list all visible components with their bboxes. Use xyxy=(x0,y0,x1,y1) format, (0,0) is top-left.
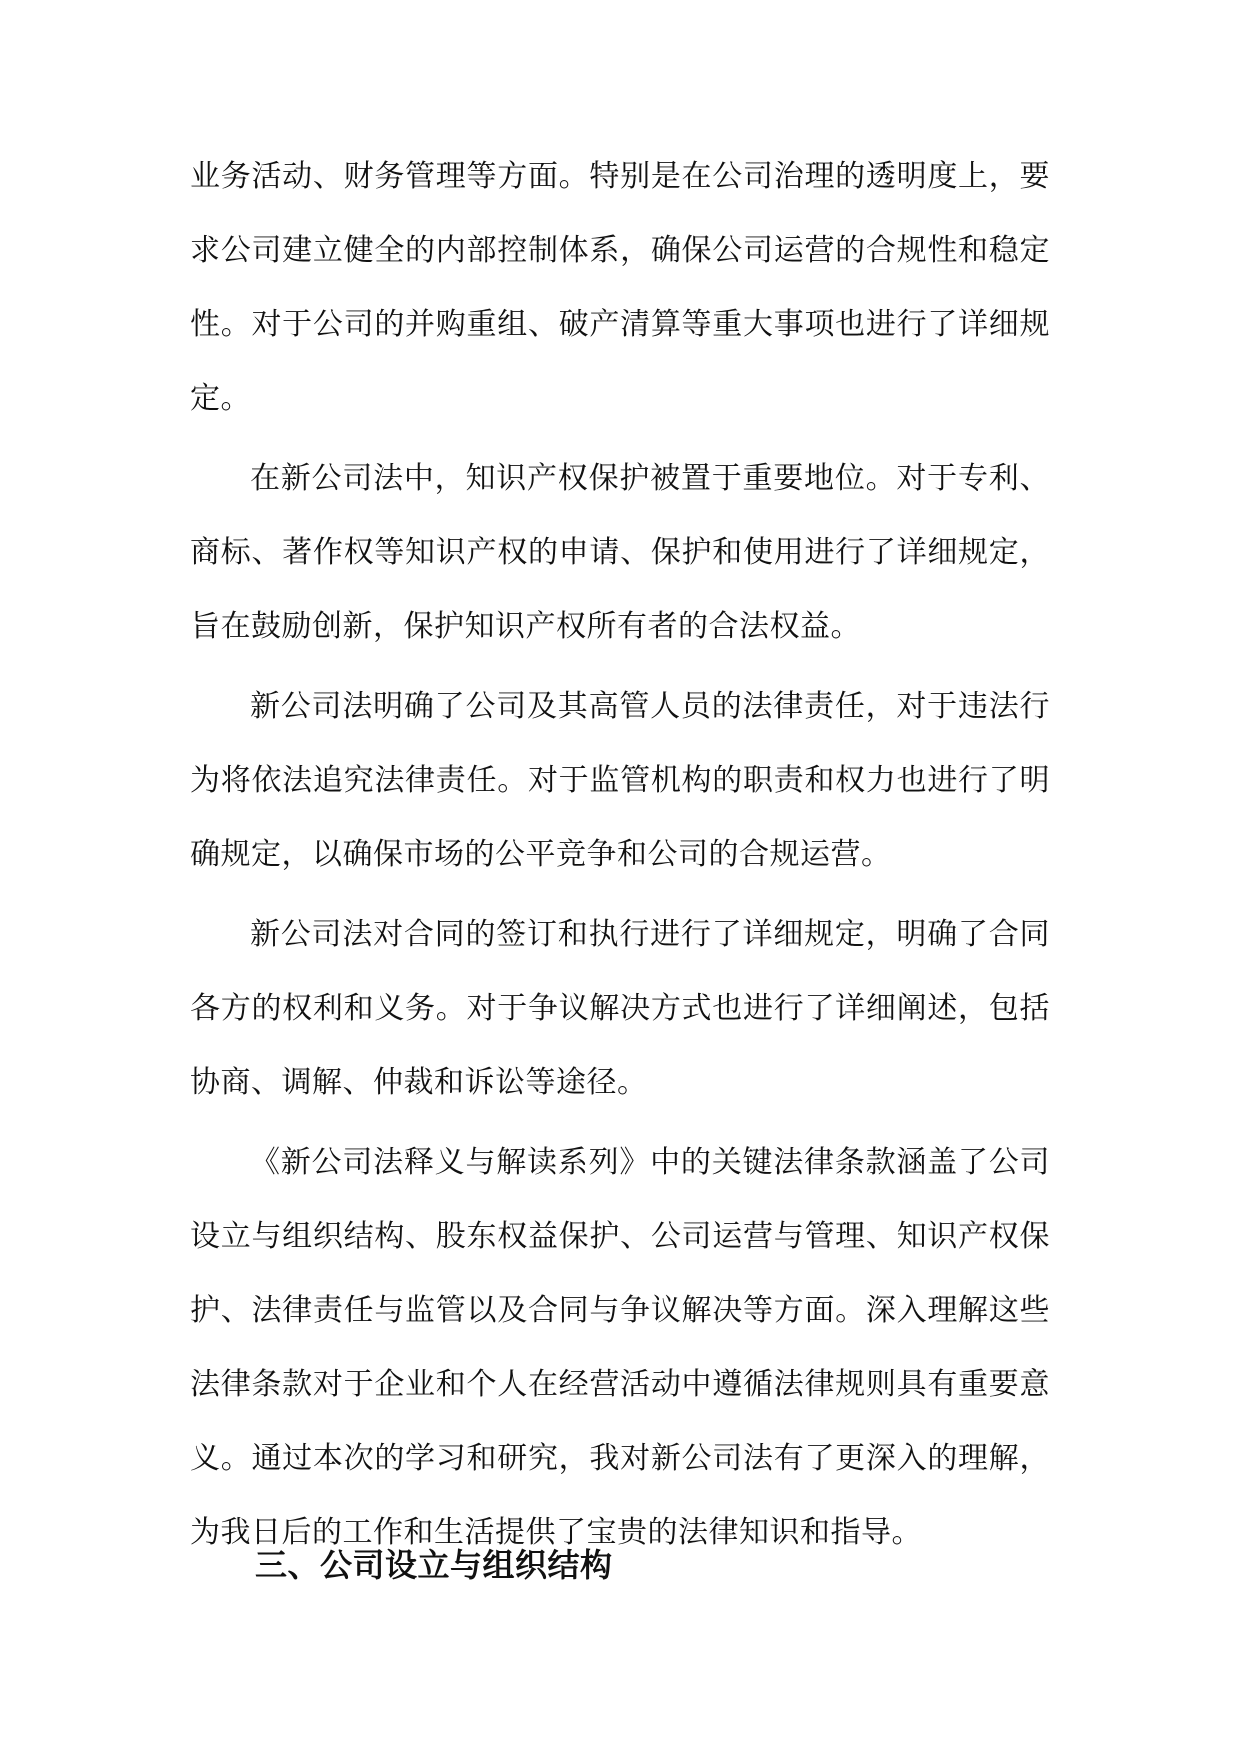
paragraph-legal-liability: 新公司法明确了公司及其高管人员的法律责任，对于违法行为将依法追究法律责任。对于监管机构的职责和权力也进行了明确规定，以确保市场的公平竞争和公司的合规运营。 xyxy=(190,689,1050,872)
paragraph-ip-protection: 在新公司法中，知识产权保护被置于重要地位。对于专利、商标、著作权等知识产权的申请、保护和使用进行了详细规定，旨在鼓励创新，保护知识产权所有者的合法权益。 xyxy=(190,461,1050,644)
paragraph-contracts: 新公司法对合同的签订和执行进行了详细规定，明确了合同各方的权利和义务。对于争议解决方式也进行了详细阐述，包括协商、调解、仲裁和诉讼等途径。 xyxy=(190,917,1050,1100)
section-heading: 三、公司设立与组织结构 xyxy=(255,1546,613,1584)
document-body xyxy=(190,140,1050,1576)
paragraph-continued: 业务活动、财务管理等方面。特别是在公司治理的透明度上，要求公司建立健全的内部控制体系，确保公司运营的合规性和稳定性。对于公司的并购重组、破产清算等重大事项也进行了详细规定。 xyxy=(190,159,1050,416)
paragraph-summary: 《新公司法释义与解读系列》中的关键法律条款涵盖了公司设立与组织结构、股东权益保护、公司运营与管理、知识产权保护、法律责任与监管以及合同与争议解决等方面。深入理解这些法律条款对于企业和个人在经营活动中遵循法律规则具有重要意义。通过本次的学习和研究，我对新公司法有了更深入的理解，为我日后的工作和生活提供了宝贵的法律知识和指导。 xyxy=(190,1145,1050,1550)
